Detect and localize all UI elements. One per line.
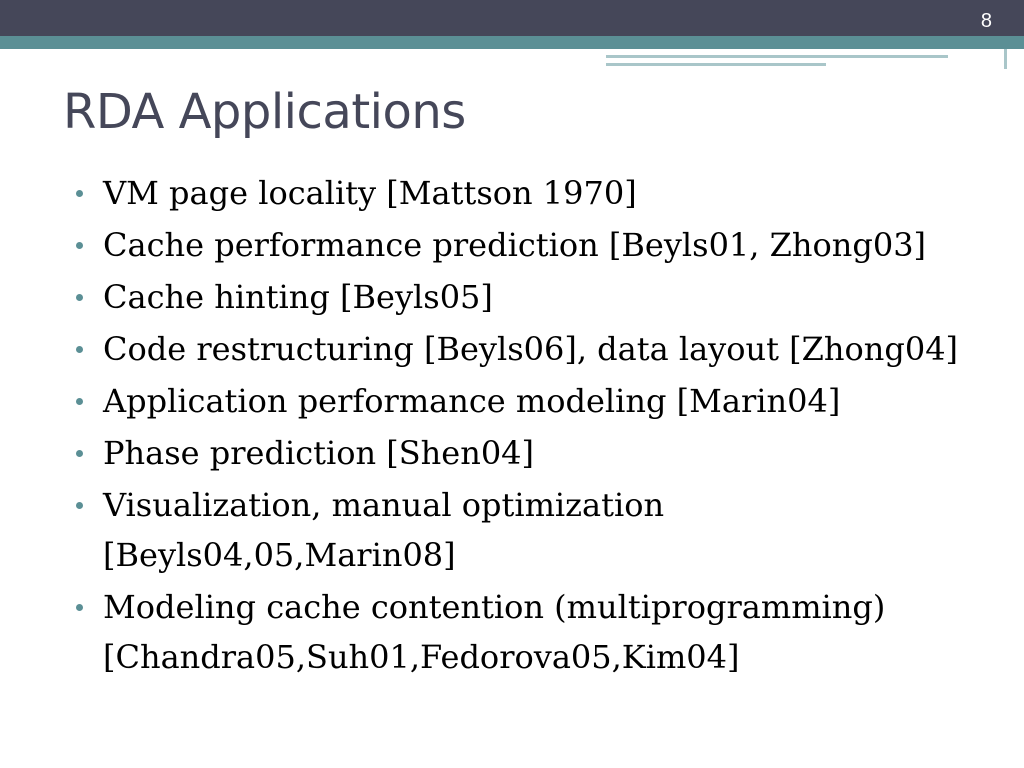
bullet-text: VM page locality [Mattson 1970] — [103, 174, 637, 212]
bullet-text: Code restructuring [Beyls06], data layout [Zhong04] — [103, 330, 959, 368]
bullet-item — [76, 376, 996, 426]
bullet-dot-icon — [76, 604, 83, 611]
slide-title: RDA Applications — [63, 84, 466, 140]
bullet-dot-icon — [76, 294, 83, 301]
header-band — [0, 0, 1024, 36]
bullet-dot-icon — [76, 242, 83, 249]
bullet-text: Cache performance prediction [Beyls01, Zhong03] — [103, 226, 927, 264]
bullet-item — [76, 220, 996, 270]
bullet-list — [76, 168, 996, 684]
accent-line — [1004, 49, 1007, 69]
bullet-text: Application performance modeling [Marin04] — [103, 382, 841, 420]
bullet-text: Cache hinting [Beyls05] — [103, 278, 493, 316]
accent-band — [0, 36, 1024, 49]
bullet-item — [76, 272, 996, 322]
bullet-dot-icon — [76, 190, 83, 197]
bullet-text: Modeling cache contention (multiprogramming) [Chandra05,Suh01,Fedorova05,Kim04] — [103, 588, 886, 676]
bullet-item — [76, 480, 996, 580]
bullet-item — [76, 428, 996, 478]
bullet-dot-icon — [76, 346, 83, 353]
bullet-item — [76, 324, 996, 374]
accent-line — [606, 63, 826, 66]
bullet-text: Phase prediction [Shen04] — [103, 434, 535, 472]
bullet-dot-icon — [76, 502, 83, 509]
bullet-dot-icon — [76, 450, 83, 457]
bullet-item — [76, 582, 996, 682]
bullet-item — [76, 168, 996, 218]
bullet-text: Visualization, manual optimization [Beyls04,05,Marin08] — [103, 486, 665, 574]
slide-number: 8 — [980, 10, 992, 32]
accent-line — [606, 55, 948, 58]
bullet-dot-icon — [76, 398, 83, 405]
